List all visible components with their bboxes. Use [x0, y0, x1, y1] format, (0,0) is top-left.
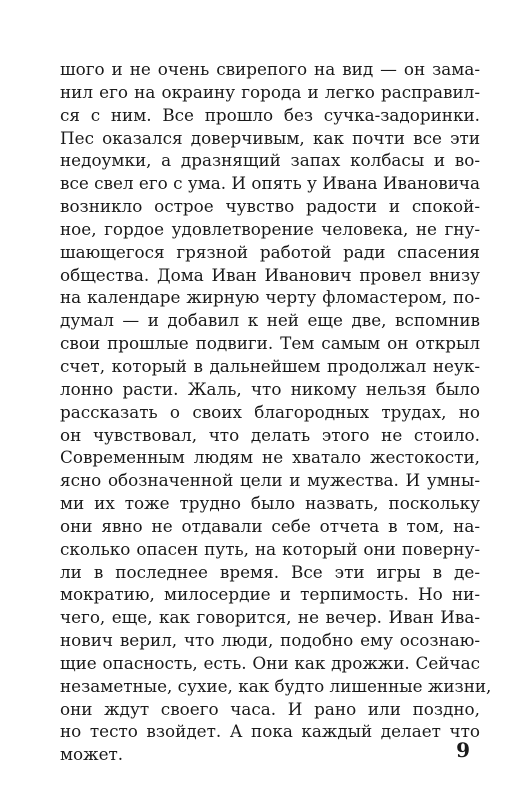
- text-line: они явно не отдавали себе отчета в том, на-: [60, 515, 480, 536]
- text-line: но тесто взойдет. А пока каждый делает что: [60, 721, 480, 742]
- text-line: щие опасность, есть. Они как дрожжи. Сейчас: [60, 652, 480, 673]
- text-line: общества. Дома Иван Иванович провел внизу: [60, 264, 480, 285]
- text-line: Пес оказался доверчивым, как почти все эти: [60, 127, 480, 148]
- text-line: на календаре жирную черту фломастером, по-: [60, 287, 480, 308]
- text-line: недоумки, а дразнящий запах колбасы и во-: [60, 150, 480, 171]
- text-line: они ждут своего часа. И рано или поздно,: [60, 698, 480, 719]
- text-line: рассказать о своих благородных трудах, но: [60, 401, 480, 422]
- text-line: все свел его с ума. И опять у Ивана Ивановича: [60, 173, 480, 194]
- text-line: шающегося грязной работой ради спасения: [60, 241, 480, 262]
- text-line: Современным людям не хватало жестокости,: [60, 447, 480, 468]
- text-line: чего, еще, как говорится, не вечер. Иван Ива-: [60, 607, 480, 628]
- text-line: ное, гордое удовлетворение человека, не гну-: [60, 218, 480, 239]
- text-line: ся с ним. Все прошло без сучка-задоринки.: [60, 104, 480, 125]
- text-line: ли в последнее время. Все эти игры в де-: [60, 561, 480, 582]
- text-line: возникло острое чувство радости и спокой-: [60, 196, 480, 217]
- body-text: [60, 58, 492, 766]
- text-line: ми их тоже трудно было назвать, поскольку: [60, 493, 480, 514]
- text-line: лонно расти. Жаль, что никому нельзя было: [60, 378, 480, 399]
- text-line: думал — и добавил к ней еще две, вспомнив: [60, 310, 480, 331]
- text-line: шого и не очень свирепого на вид — он зама-: [60, 59, 480, 79]
- page-number: 9: [456, 738, 470, 762]
- text-line: нил его на окраину города и легко расправил-: [60, 81, 480, 102]
- text-line: счет, который в дальнейшем продолжал неук-: [60, 355, 480, 376]
- text-line: ясно обозначенной цели и мужества. И умны-: [60, 470, 480, 491]
- text-line: мократию, милосердие и терпимость. Но ни-: [60, 584, 480, 605]
- text-line: незаметные, сухие, как будто лишенные жизни,: [60, 675, 492, 696]
- text-line: нович верил, что люди, подобно ему осознаю-: [60, 630, 480, 651]
- text-line: свои прошлые подвиги. Тем самым он открыл: [60, 333, 480, 354]
- text-line: сколько опасен путь, на который они поверну-: [60, 538, 480, 559]
- text-line: он чувствовал, что делать этого не стоило.: [60, 424, 480, 445]
- text-line: может.: [60, 744, 124, 765]
